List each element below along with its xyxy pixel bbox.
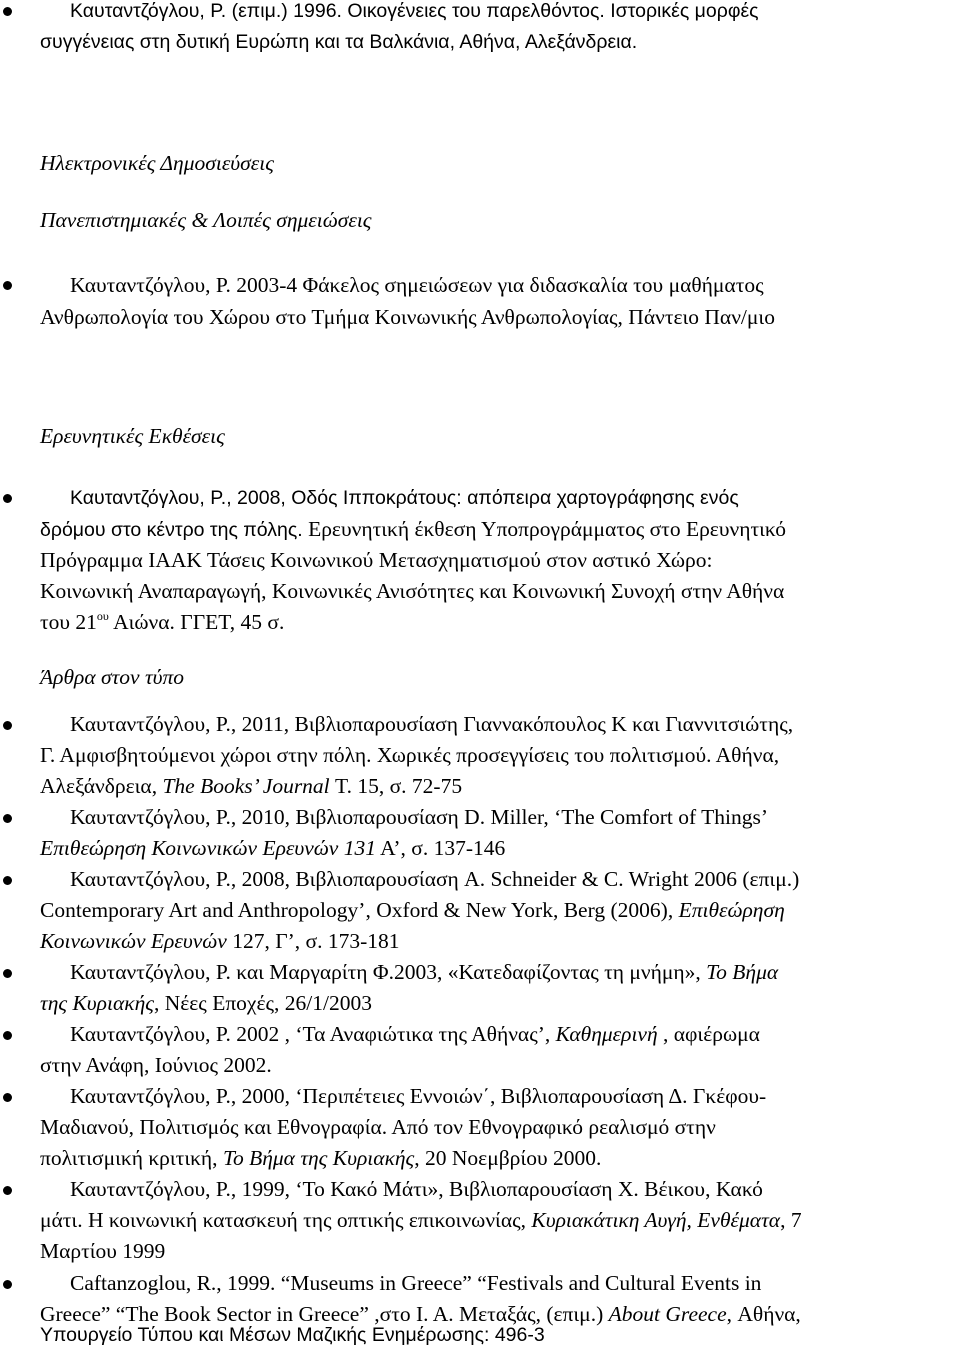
list-bullet: [3, 721, 12, 730]
entry-line: Καυταντζόγλου, Ρ., 2008, Οδός Ιπποκράτους: απόπειρα χαρτογράφησης ενός: [70, 487, 739, 509]
journal-title: The Books’ Journal: [162, 774, 330, 798]
list-bullet: [3, 1031, 12, 1040]
entry-text: Ερευνητική έκθεση Υποπρογράμματος στο Ερευνητικό: [308, 517, 786, 541]
book-title: About Greece: [608, 1302, 727, 1326]
entry-line: [40, 771, 960, 802]
section-heading: Άρθρα στον τύπο: [40, 665, 185, 689]
list-bullet: [3, 814, 12, 823]
entry-line: [40, 1205, 960, 1236]
entry-text: Α’, σ. 137-146: [375, 836, 506, 860]
entry-text: του 21: [40, 610, 97, 634]
entry-text: μάτι. Η κοινωνική κατασκευή της οπτικής επικοινωνίας,: [40, 1208, 532, 1232]
entry-text: Αλεξάνδρεια,: [40, 774, 163, 798]
section-heading: Ερευνητικές Εκθέσεις: [40, 424, 225, 448]
list-bullet: [3, 1280, 12, 1289]
entry-line: Καυταντζόγλου, Ρ., 2000, ‘Περιπέτειες Εννοιών΄, Βιβλιοπαρουσίαση Δ. Γκέφου-: [70, 1084, 767, 1108]
entry-line: Ανθρωπολογία του Χώρου στο Τμήμα Κοινωνικής Ανθρωπολογίας, Πάντειο Παν/μιο: [40, 305, 775, 329]
entry-line: [40, 1143, 960, 1174]
list-bullet: [3, 281, 12, 290]
entry-text: δρόμου στο κέντρο της πόλης.: [40, 519, 309, 541]
journal-title: Κυριακάτικη Αυγή, Ενθέματα: [531, 1208, 781, 1232]
entry-text: , 7: [780, 1208, 802, 1232]
entry-line: στην Ανάφη, Ιούνιος 2002.: [40, 1053, 272, 1077]
superscript: ου: [96, 609, 109, 623]
entry-text: , 20 Νοεμβρίου 2000.: [414, 1146, 602, 1170]
journal-title: Επιθεώρηση Κοινωνικών Ερευνών 131: [40, 836, 376, 860]
entry-line: συγγένειας στη δυτική Ευρώπη και τα Βαλκάνια, Αθήνα, Αλεξάνδρεια.: [40, 31, 638, 53]
entry-text: , αφιέρωμα: [657, 1022, 760, 1046]
journal-title: Το Βήμα: [706, 960, 779, 984]
entry-line: [40, 607, 960, 638]
entry-text: Καυταντζόγλου, Ρ. και Μαργαρίτη Φ.2003, «Κατεδαφίζοντας τη μνήμη»,: [70, 960, 707, 984]
entry-text: Τ. 15, σ. 72-75: [329, 774, 463, 798]
section-heading: Ηλεκτρονικές Δημοσιεύσεις: [40, 151, 274, 175]
entry-line: Γ. Αμφισβητούμενοι χώροι στην πόλη. Χωρικές προσεγγίσεις του πολιτισμού. Αθήνα,: [40, 743, 780, 767]
entry-line: Πρόγραμμα ΙΑΑΚ Τάσεις Κοινωνικού Μετασχηματισμού στον αστικό Χώρο:: [40, 548, 713, 572]
list-bullet: [3, 494, 12, 503]
entry-line: [40, 514, 960, 546]
entry-line: Καυταντζόγλου, Ρ., 2011, Βιβλιοπαρουσίαση Γιαννακόπουλος Κ και Γιαννιτσιώτης,: [70, 712, 794, 736]
entry-line: Καυταντζόγλου, Ρ. (επιμ.) 1996. Οικογένειες του παρελθόντος. Ιστορικές μορφές: [70, 0, 759, 22]
entry-text: Καυταντζόγλου, Ρ. 2002 , ‘Τα Αναφιώτικα της Αθήνας’,: [70, 1022, 556, 1046]
list-bullet: [3, 1186, 12, 1195]
entry-line: Μαρτίου 1999: [40, 1239, 166, 1263]
entry-text: Contemporary Art and Anthropology’, Oxford & New York, Berg (2006),: [40, 898, 679, 922]
journal-title: Επιθεώρηση: [678, 898, 785, 922]
entry-text: , Αθήνα,: [726, 1302, 801, 1326]
entry-text: πολιτισμική κριτική,: [40, 1146, 223, 1170]
entry-text: 127, Γ’, σ. 173-181: [226, 929, 400, 953]
entry-line: [70, 957, 960, 988]
entry-line: Υπουργείο Τύπου και Μέσων Μαζικής Ενημέρωσης: 496-3: [40, 1324, 545, 1346]
entry-text: , Νέες Εποχές, 26/1/2003: [153, 991, 372, 1015]
entry-line: Caftanzoglou, R., 1999. “Museums in Greece” “Festivals and Cultural Events in: [70, 1271, 762, 1295]
entry-text: Greece” “The Book Sector in Greece” ,στο Ι. Α. Μεταξάς, (επιμ.): [40, 1302, 609, 1326]
list-bullet: [3, 969, 12, 978]
entry-line: Καυταντζόγλου, Ρ., 2008, Βιβλιοπαρουσίαση A. Schneider & C. Wright 2006 (επιμ.): [70, 867, 800, 891]
entry-line: Καυταντζόγλου, Ρ. 2003-4 Φάκελος σημειώσεων για διδασκαλία του μαθήματος: [70, 273, 764, 297]
list-bullet: [3, 876, 12, 885]
journal-title: Κοινωνικών Ερευνών: [40, 929, 227, 953]
entry-text: Αιώνα. ΓΓΕΤ, 45 σ.: [108, 610, 285, 634]
journal-title: της Κυριακής: [40, 991, 154, 1015]
entry-line: [40, 833, 960, 864]
list-bullet: [3, 7, 12, 16]
section-heading: Πανεπιστημιακές & Λοιπές σημειώσεις: [40, 208, 372, 232]
entry-line: Κοινωνική Αναπαραγωγή, Κοινωνικές Ανισότητες και Κοινωνική Συνοχή στην Αθήνα: [40, 579, 785, 603]
journal-title: Το Βήμα της Κυριακής: [222, 1146, 415, 1170]
entry-line: Μαδιανού, Πολιτισμός και Εθνογραφία. Από τον Εθνογραφικό ρεαλισμό στην: [40, 1115, 716, 1139]
entry-line: [70, 1019, 960, 1050]
entry-line: [40, 926, 960, 957]
journal-title: Καθημερινή: [555, 1022, 658, 1046]
list-bullet: [3, 1093, 12, 1102]
entry-line: Καυταντζόγλου, Ρ., 2010, Βιβλιοπαρουσίαση D. Miller, ‘The Comfort of Things’: [70, 805, 769, 829]
entry-line: Καυταντζόγλου, Ρ., 1999, ‘Το Κακό Μάτι», Βιβλιοπαρουσίαση Χ. Βέικου, Κακό: [70, 1177, 763, 1201]
entry-line: [40, 988, 960, 1019]
entry-line: [40, 895, 960, 926]
